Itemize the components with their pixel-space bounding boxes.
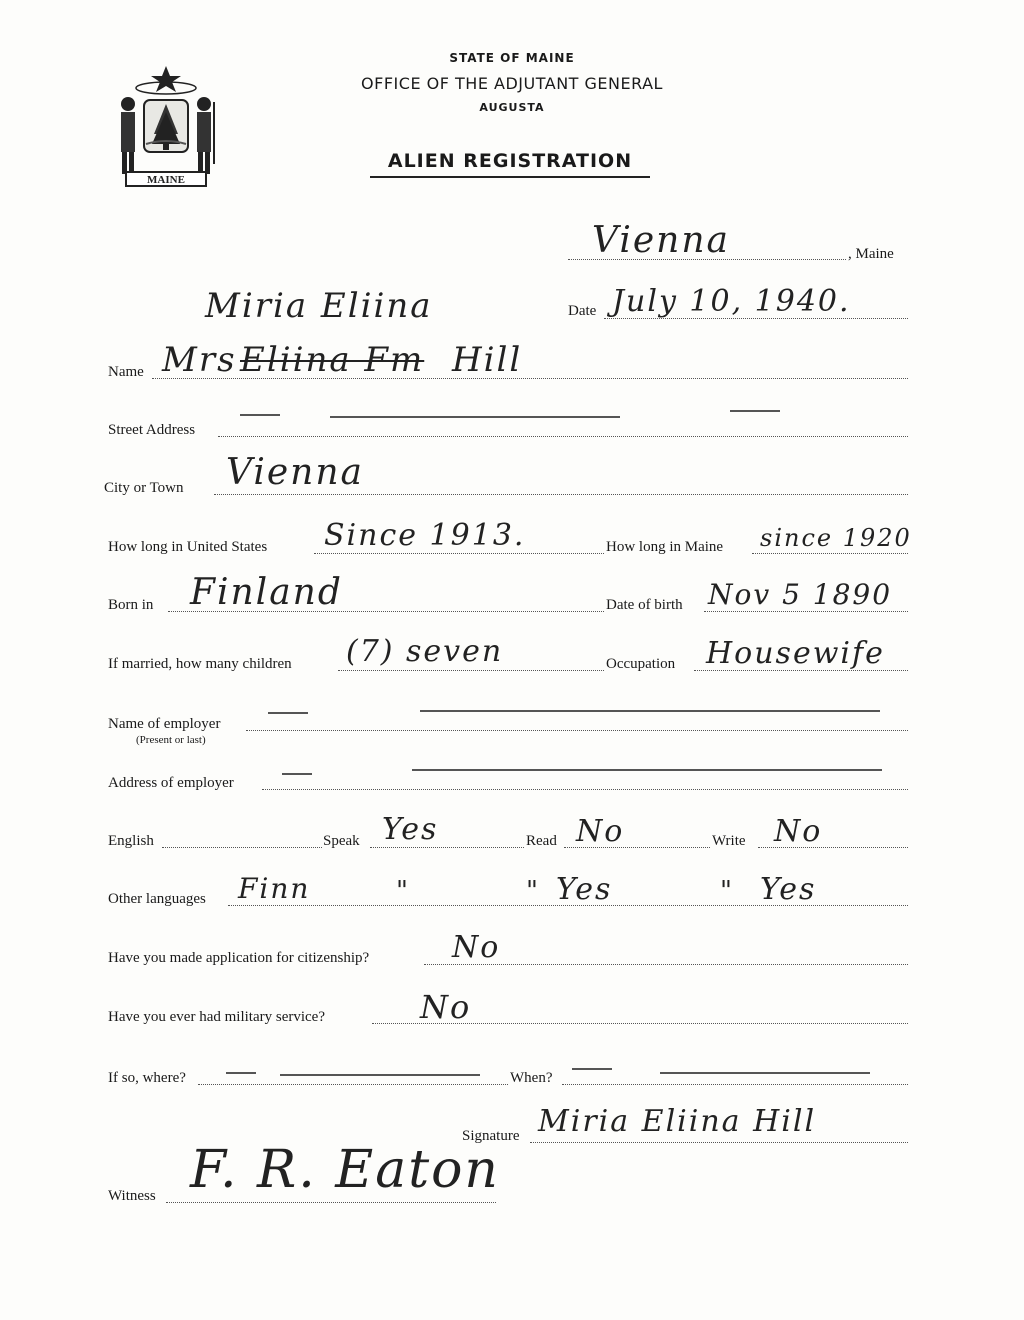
- other-language-read-entry: Yes: [556, 872, 613, 907]
- when-blank: [572, 1068, 612, 1070]
- where-blank: [226, 1072, 256, 1074]
- witness-entry: F. R. Eaton: [190, 1140, 500, 1200]
- name-last-entry: Hill: [452, 340, 523, 380]
- witness-line: [166, 1202, 496, 1203]
- read-entry: No: [576, 814, 625, 849]
- city-line: [214, 494, 908, 495]
- citizenship-entry: No: [452, 930, 501, 965]
- maine-duration-line: [752, 553, 908, 554]
- english-line: [162, 847, 322, 848]
- us-duration-label: How long in United States: [108, 539, 268, 555]
- ditto-mark: ": [526, 876, 540, 906]
- dob-entry: Nov 5 1890: [708, 578, 893, 611]
- employer-note: (Present or last): [136, 734, 206, 746]
- speak-label: Speak: [323, 833, 360, 849]
- title-underline: [370, 176, 650, 178]
- employer-name-line: [246, 730, 908, 731]
- signature-line: [530, 1142, 908, 1143]
- employer-address-blank: [412, 769, 882, 771]
- employer-address-blank: [282, 773, 312, 775]
- when-blank: [660, 1072, 870, 1074]
- signature-entry: Miria Eliina Hill: [538, 1104, 817, 1139]
- witness-label: Witness: [108, 1188, 156, 1204]
- other-language-entry: Finn: [238, 872, 311, 905]
- employer-name-blank: [420, 710, 880, 712]
- given-names-entry: Miria Eliina: [205, 286, 433, 326]
- speak-entry: Yes: [382, 812, 439, 847]
- where-label: If so, where?: [108, 1070, 186, 1086]
- ditto-mark: ": [720, 876, 734, 906]
- us-duration-line: [314, 553, 604, 554]
- name-label: Name: [108, 364, 144, 380]
- children-line: [338, 670, 604, 671]
- maine-duration-label: How long in Maine: [606, 539, 724, 555]
- city-entry: Vienna: [226, 452, 365, 493]
- english-label: English: [108, 833, 154, 849]
- born-in-entry: Finland: [190, 572, 343, 613]
- when-line: [562, 1084, 908, 1085]
- when-label: When?: [510, 1070, 553, 1086]
- town-entry: Vienna: [592, 220, 731, 261]
- date-label: Date: [568, 303, 597, 319]
- maine-label: , Maine: [848, 246, 894, 262]
- city-label: City or Town: [104, 480, 184, 496]
- form-title: ALIEN REGISTRATION: [387, 150, 633, 172]
- street-address-blank: [240, 414, 280, 416]
- occupation-entry: Housewife: [706, 636, 885, 671]
- children-entry: (7) seven: [346, 634, 504, 669]
- other-languages-label: Other languages: [108, 891, 206, 907]
- signature-label: Signature: [462, 1128, 520, 1144]
- speak-line: [370, 847, 524, 848]
- write-label: Write: [712, 833, 746, 849]
- office-heading: OFFICE OF THE ADJUTANT GENERAL: [361, 74, 663, 93]
- military-label: Have you ever had military service?: [108, 1009, 325, 1025]
- ditto-mark: ": [396, 876, 410, 906]
- name-struck-entry: Eliina Fm: [240, 340, 425, 380]
- seal-banner-text: MAINE: [147, 174, 185, 186]
- street-address-blank: [330, 416, 620, 418]
- occupation-label: Occupation: [606, 656, 676, 672]
- dob-line: [704, 611, 908, 612]
- born-in-label: Born in: [108, 597, 154, 613]
- citizenship-label: Have you made application for citizenship?: [108, 950, 370, 966]
- street-address-blank: [730, 410, 780, 412]
- name-prefix-entry: Mrs: [162, 340, 237, 380]
- read-label: Read: [526, 833, 557, 849]
- employer-address-label: Address of employer: [108, 775, 234, 791]
- dob-label: Date of birth: [606, 597, 683, 613]
- city-heading: AUGUSTA: [479, 101, 545, 114]
- street-address-line: [218, 436, 908, 437]
- employer-name-label: Name of employer: [108, 716, 221, 732]
- date-entry: July 10, 1940.: [612, 284, 851, 319]
- employer-name-blank: [268, 712, 308, 714]
- children-label: If married, how many children: [108, 656, 292, 672]
- military-entry: No: [420, 988, 472, 1026]
- state-heading: STATE OF MAINE: [449, 51, 575, 65]
- employer-address-line: [262, 789, 908, 790]
- where-line: [198, 1084, 508, 1085]
- where-blank: [280, 1074, 480, 1076]
- write-entry: No: [774, 814, 823, 849]
- other-language-write-entry: Yes: [760, 872, 817, 907]
- street-address-label: Street Address: [108, 422, 196, 438]
- us-duration-entry: Since 1913.: [324, 518, 526, 553]
- maine-duration-entry: since 1920: [760, 524, 912, 552]
